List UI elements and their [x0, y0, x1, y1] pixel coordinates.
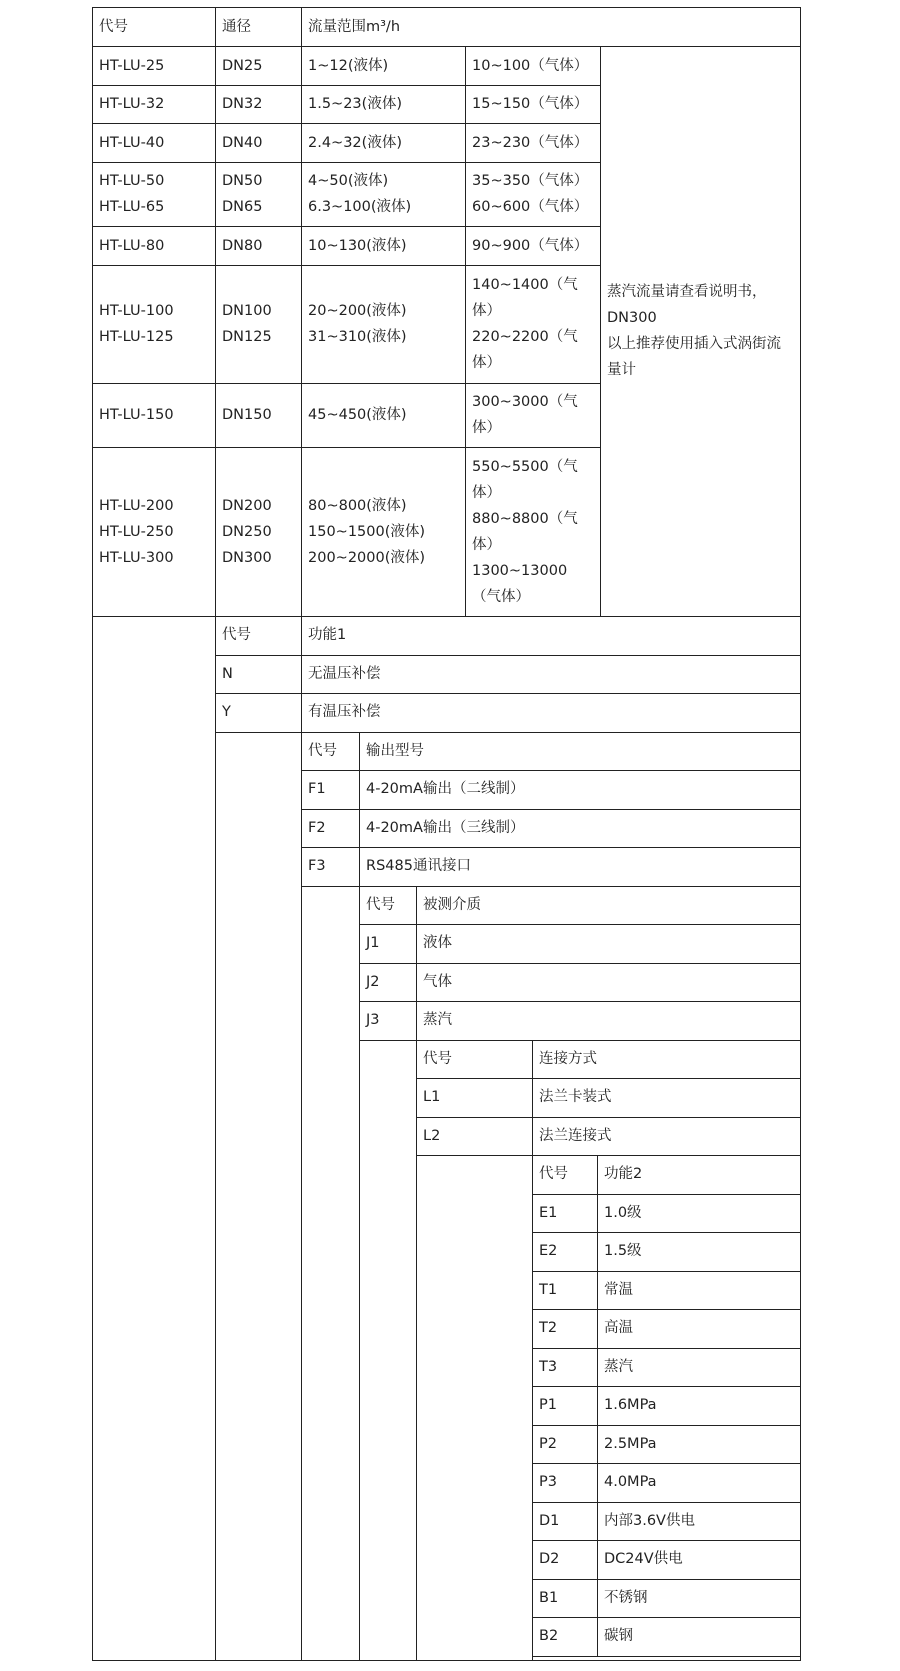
option-code: J2 [359, 963, 417, 1003]
flow-row-dn: DN80 [215, 226, 302, 266]
option-desc: 1.6MPa [597, 1386, 801, 1426]
header-cell: 流量范围m³/h [301, 7, 801, 47]
section-code-header: 代号 [416, 1040, 533, 1080]
flow-row-dn: DN150 [215, 383, 302, 448]
flow-row-dn: DN50 DN65 [215, 162, 302, 227]
option-desc: DC24V供电 [597, 1540, 801, 1580]
option-code: D1 [532, 1502, 598, 1542]
flow-row-code: HT-LU-32 [92, 85, 216, 124]
option-code: J1 [359, 924, 417, 964]
section-title-header: 连接方式 [532, 1040, 801, 1080]
option-code: Y [215, 693, 302, 733]
option-desc: 蒸汽 [597, 1348, 801, 1388]
option-code: L1 [416, 1078, 533, 1118]
flow-row-dn: DN25 [215, 46, 302, 86]
option-code: E2 [532, 1232, 598, 1272]
option-code: B1 [532, 1579, 598, 1619]
flow-row-liquid: 80~800(液体) 150~1500(液体) 200~2000(液体) [301, 447, 466, 617]
flow-row-code: HT-LU-25 [92, 46, 216, 86]
option-desc: 碳钢 [597, 1617, 801, 1657]
option-code: E1 [532, 1194, 598, 1234]
flow-row-liquid: 45~450(液体) [301, 383, 466, 448]
flow-row-liquid: 20~200(液体) 31~310(液体) [301, 265, 466, 384]
indent-column [92, 616, 216, 1661]
steam-note: 蒸汽流量请查看说明书， DN300 以上推荐使用插入式涡街流 量计 [600, 46, 801, 617]
option-desc: 法兰连接式 [532, 1117, 801, 1157]
option-code: P1 [532, 1386, 598, 1426]
section-code-header: 代号 [301, 732, 360, 772]
section-title-header: 功能1 [301, 616, 801, 656]
option-desc: 2.5MPa [597, 1425, 801, 1465]
flow-row-gas: 90~900（气体） [465, 226, 601, 266]
option-desc: 4.0MPa [597, 1463, 801, 1503]
flow-row-code: HT-LU-200 HT-LU-250 HT-LU-300 [92, 447, 216, 617]
flow-row-gas: 140~1400（气 体） 220~2200（气 体） [465, 265, 601, 384]
option-desc: 蒸汽 [416, 1001, 801, 1041]
flow-row-gas: 10~100（气体） [465, 46, 601, 86]
indent-column [301, 886, 360, 1662]
flow-row-code: HT-LU-50 HT-LU-65 [92, 162, 216, 227]
option-code: L2 [416, 1117, 533, 1157]
option-desc: RS485通讯接口 [359, 847, 801, 887]
option-code: F1 [301, 770, 360, 810]
option-code: J3 [359, 1001, 417, 1041]
flow-row-liquid: 10~130(液体) [301, 226, 466, 266]
section-title-header: 被测介质 [416, 886, 801, 926]
option-desc: 不锈钢 [597, 1579, 801, 1619]
flow-row-gas: 35~350（气体） 60~600（气体） [465, 162, 601, 227]
option-desc: 法兰卡装式 [532, 1078, 801, 1118]
header-cell: 代号 [92, 7, 216, 47]
section-code-header: 代号 [532, 1155, 598, 1195]
option-code: F3 [301, 847, 360, 887]
flow-row-gas: 23~230（气体） [465, 123, 601, 163]
indent-column [416, 1155, 533, 1661]
flow-row-liquid: 1.5~23(液体) [301, 85, 466, 124]
option-desc: 液体 [416, 924, 801, 964]
option-desc: 4-20mA输出（二线制） [359, 770, 801, 810]
flow-row-code: HT-LU-100 HT-LU-125 [92, 265, 216, 384]
flow-row-code: HT-LU-40 [92, 123, 216, 163]
flow-row-liquid: 2.4~32(液体) [301, 123, 466, 163]
flow-row-dn: DN40 [215, 123, 302, 163]
option-code: D2 [532, 1540, 598, 1580]
option-desc: 高温 [597, 1309, 801, 1349]
option-code: T2 [532, 1309, 598, 1349]
option-code: N [215, 655, 302, 695]
option-code: P2 [532, 1425, 598, 1465]
section-title-header: 功能2 [597, 1155, 801, 1195]
option-desc: 常温 [597, 1271, 801, 1311]
flow-row-gas: 550~5500（气 体） 880~8800（气 体） 1300~13000 （气体） [465, 447, 601, 617]
flow-row-dn: DN200 DN250 DN300 [215, 447, 302, 617]
option-desc: 内部3.6V供电 [597, 1502, 801, 1542]
option-desc: 有温压补偿 [301, 693, 801, 733]
section-code-header: 代号 [215, 616, 302, 656]
flow-row-liquid: 4~50(液体) 6.3~100(液体) [301, 162, 466, 227]
section-title-header: 输出型号 [359, 732, 801, 772]
option-desc: 气体 [416, 963, 801, 1003]
flow-row-liquid: 1~12(液体) [301, 46, 466, 86]
section-code-header: 代号 [359, 886, 417, 926]
option-code: P3 [532, 1463, 598, 1503]
indent-column [215, 732, 302, 1662]
flow-row-dn: DN100 DN125 [215, 265, 302, 384]
header-cell: 通径 [215, 7, 302, 47]
flow-row-code: HT-LU-150 [92, 383, 216, 448]
flow-row-gas: 15~150（气体） [465, 85, 601, 124]
indent-column [359, 1040, 417, 1662]
flow-row-code: HT-LU-80 [92, 226, 216, 266]
option-desc: 1.0级 [597, 1194, 801, 1234]
flow-row-dn: DN32 [215, 85, 302, 124]
option-desc: 无温压补偿 [301, 655, 801, 695]
flow-row-gas: 300~3000（气 体） [465, 383, 601, 448]
option-code: B2 [532, 1617, 598, 1657]
option-desc: 1.5级 [597, 1232, 801, 1272]
option-code: T1 [532, 1271, 598, 1311]
option-desc: 4-20mA输出（三线制） [359, 809, 801, 849]
option-code: T3 [532, 1348, 598, 1388]
option-code: F2 [301, 809, 360, 849]
